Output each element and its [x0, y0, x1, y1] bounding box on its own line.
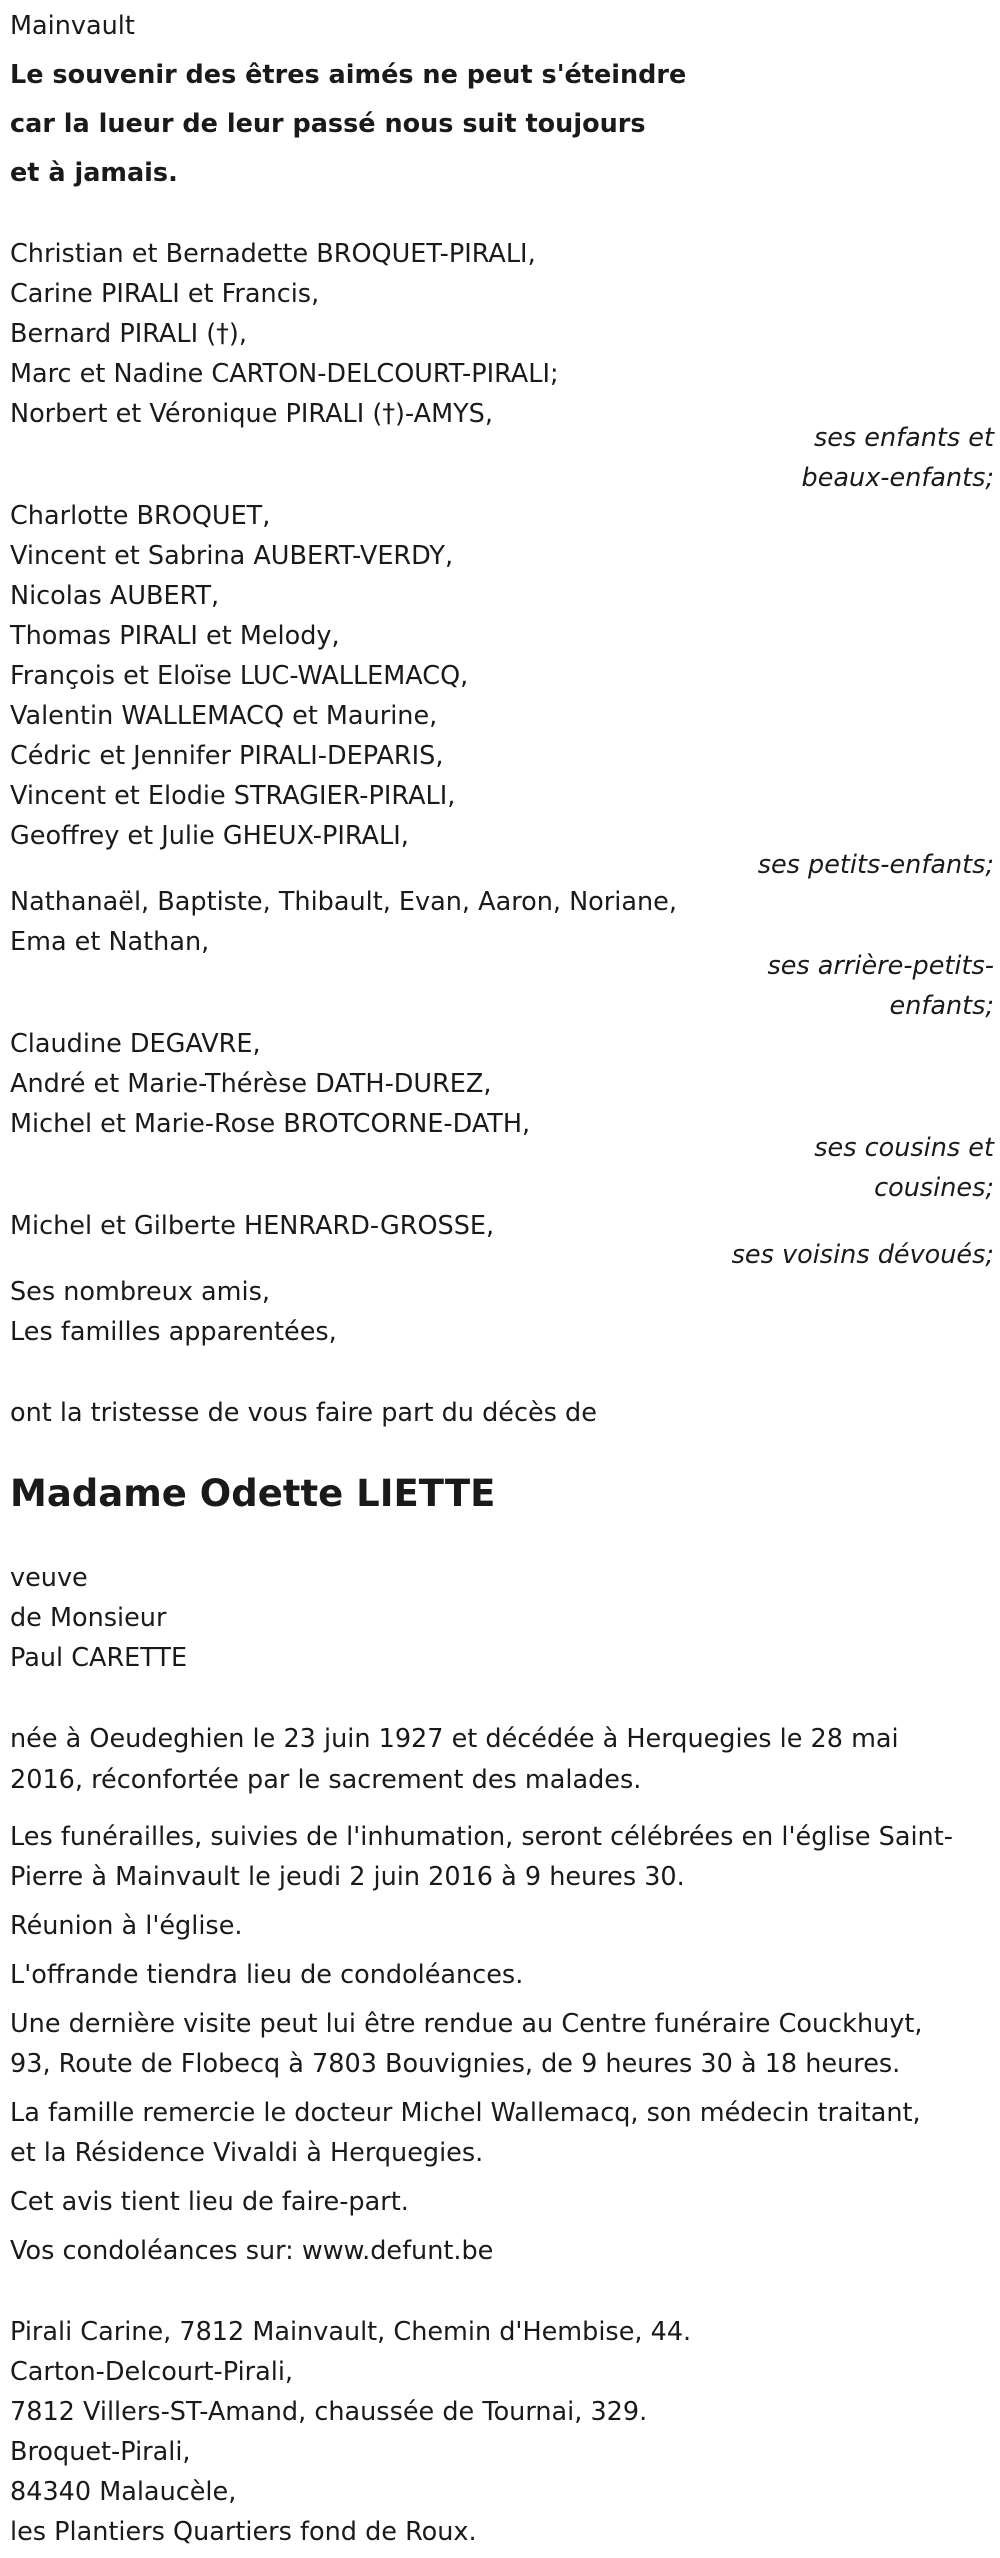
- relation-label: cousines;: [874, 1173, 994, 1203]
- paragraph-line: Réunion à l'église.: [10, 1911, 243, 1941]
- paragraph-line: Pierre à Mainvault le jeudi 2 juin 2016 à 9 heures 30.: [10, 1862, 685, 1892]
- address-line: Broquet-Pirali,: [10, 2437, 191, 2467]
- paragraph-line: 93, Route de Flobecq à 7803 Bouvignies, de 9 heures 30 à 18 heures.: [10, 2049, 901, 2079]
- family-name: Christian et Bernadette BROQUET-PIRALI,: [10, 239, 536, 269]
- paragraph-line: Les funérailles, suivies de l'inhumation, seront célébrées en l'église Saint-: [10, 1822, 953, 1852]
- family-name: Bernard PIRALI (†),: [10, 319, 247, 349]
- paragraph-line: Une dernière visite peut lui être rendue au Centre funéraire Couckhuyt,: [10, 2009, 923, 2039]
- relation-label: beaux-enfants;: [801, 463, 994, 493]
- paragraph-line: L'offrande tiendra lieu de condoléances.: [10, 1960, 524, 1990]
- friends-line: Ses nombreux amis,: [10, 1277, 270, 1307]
- announcement: ont la tristesse de vous faire part du décès de: [10, 1398, 597, 1428]
- quote-line: Le souvenir des êtres aimés ne peut s'éteindre: [10, 60, 687, 90]
- paragraph-line: née à Oeudeghien le 23 juin 1927 et décédée à Herquegies le 28 mai: [10, 1724, 899, 1754]
- family-name: Norbert et Véronique PIRALI (†)-AMYS,: [10, 399, 493, 429]
- address-line: Carton-Delcourt-Pirali,: [10, 2357, 294, 2387]
- address-line: les Plantiers Quartiers fond de Roux.: [10, 2517, 477, 2547]
- paragraph-line: La famille remercie le docteur Michel Wallemacq, son médecin traitant,: [10, 2098, 921, 2128]
- relation-label: ses cousins et: [814, 1133, 994, 1163]
- location: Mainvault: [10, 11, 135, 41]
- family-name: Nathanaël, Baptiste, Thibault, Evan, Aaron, Noriane,: [10, 887, 677, 917]
- family-name: Thomas PIRALI et Melody,: [10, 621, 340, 651]
- family-name: Geoffrey et Julie GHEUX-PIRALI,: [10, 821, 409, 851]
- relation-label: ses voisins dévoués;: [731, 1240, 994, 1270]
- family-name: Michel et Marie-Rose BROTCORNE-DATH,: [10, 1109, 531, 1139]
- family-name: Charlotte BROQUET,: [10, 501, 271, 531]
- family-name: Ema et Nathan,: [10, 927, 210, 957]
- relation-label: ses enfants et: [813, 423, 994, 453]
- spouse-line: Paul CARETTE: [10, 1643, 188, 1673]
- relation-label: ses arrière-petits-: [767, 951, 994, 981]
- family-name: Marc et Nadine CARTON-DELCOURT-PIRALI;: [10, 359, 559, 389]
- paragraph-line: Cet avis tient lieu de faire-part.: [10, 2187, 409, 2217]
- quote-line: et à jamais.: [10, 158, 178, 188]
- family-name: Carine PIRALI et Francis,: [10, 279, 320, 309]
- deceased-name: Madame Odette LIETTE: [10, 1472, 496, 1515]
- family-name: Vincent et Elodie STRAGIER-PIRALI,: [10, 781, 456, 811]
- quote-line: car la lueur de leur passé nous suit toujours: [10, 109, 646, 139]
- family-name: Nicolas AUBERT,: [10, 581, 220, 611]
- family-name: Valentin WALLEMACQ et Maurine,: [10, 701, 438, 731]
- family-name: François et Eloïse LUC-WALLEMACQ,: [10, 661, 469, 691]
- address-line: 84340 Malaucèle,: [10, 2477, 237, 2507]
- address-line: 7812 Villers-ST-Amand, chaussée de Tournai, 329.: [10, 2397, 648, 2427]
- family-name: Vincent et Sabrina AUBERT-VERDY,: [10, 541, 454, 571]
- family-name: Claudine DEGAVRE,: [10, 1029, 261, 1059]
- condolences-link-line: Vos condoléances sur: www.defunt.be: [10, 2236, 494, 2266]
- family-name: André et Marie-Thérèse DATH-DUREZ,: [10, 1069, 492, 1099]
- friends-line: Les familles apparentées,: [10, 1317, 337, 1347]
- family-name: Michel et Gilberte HENRARD-GROSSE,: [10, 1211, 495, 1241]
- family-name: Cédric et Jennifer PIRALI-DEPARIS,: [10, 741, 444, 771]
- paragraph-line: 2016, réconfortée par le sacrement des malades.: [10, 1765, 642, 1795]
- address-line: Pirali Carine, 7812 Mainvault, Chemin d'Hembise, 44.: [10, 2317, 692, 2347]
- spouse-line: de Monsieur: [10, 1603, 167, 1633]
- paragraph-line: et la Résidence Vivaldi à Herquegies.: [10, 2138, 484, 2168]
- spouse-line: veuve: [10, 1563, 88, 1593]
- relation-label: ses petits-enfants;: [757, 850, 994, 880]
- relation-label: enfants;: [889, 991, 994, 1021]
